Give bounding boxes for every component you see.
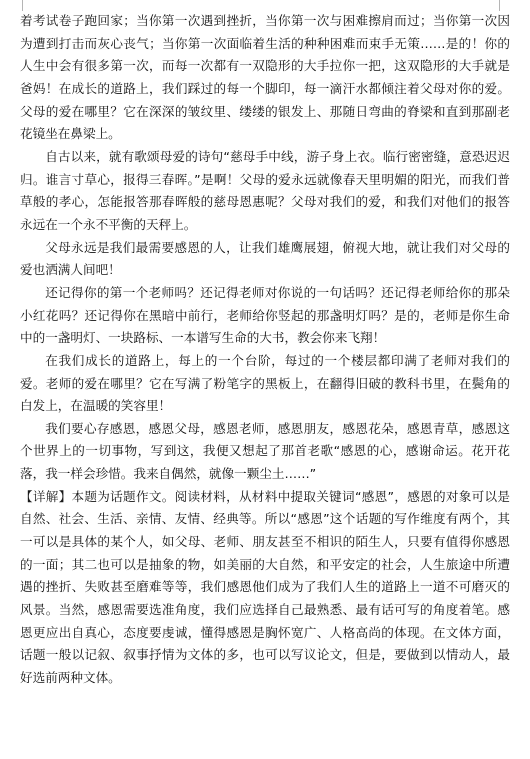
paragraph-continuation: 着考试卷子跑回家；当你第一次遇到挫折，当你第一次与困难擦肩而过；当你第一次因为遭到打击而灰心丧气；当你第一次面临着生活的种种困难而束手无策……是的！你的人生中会有很多第一次，而每一次都有一双隐形的大手拉你一把，这双隐形的大手就是爸妈！在成长的道路上，我们踩过的每一个脚印，每一滴汗水都倾注着父母对你的爱。父母的爱在哪里？它在深深的皱纹里、缕缕的银发上、那随日弯曲的脊梁和直到那副老花镜坐在鼻梁上。 xyxy=(20,13,510,142)
document-body xyxy=(20,10,510,690)
explanation-label: 【详解】 xyxy=(20,488,72,504)
paragraph-parents-gratitude: 父母永远是我们最需要感恩的人，让我们雄鹰展翅，俯视大地，就让我们对父母的爱也洒满人间吧！ xyxy=(20,239,510,278)
paragraph-mother-poem: 自古以来，就有歌颂母爱的诗句“慈母手中线，游子身上衣。临行密密缝，意恐迟迟归。谁言寸草心，报得三春晖。”是啊！父母的爱永远就像春天里明媚的阳光，而我们普草般的孝心，怎能报答那春晖般的慈母恩惠呢？父母对我们的爱，和我们对他们的报答永远在一个永不平衡的天秤上。 xyxy=(20,148,510,232)
explanation-text: 本题为话题作文。阅读材料，从材料中提取关键词“感恩”，感恩的对象可以是自然、社会、生活、亲情、友情、经典等。所以“感恩”这个话题的写作维度有两个，其一可以是具体的某个人，如父母、老师、朋友甚至不相识的陌生人，只要有值得你感恩的一面；其二也可以是抽象的物，如美丽的大自然，和平安定的社会，人生旅途中所遭遇的挫折、失败甚至磨难等等，我们感恩他们成为了我们人生的道路上一道不可磨灭的风景。当然，感恩需要选准角度，我们应选择自己最熟悉、最有话可写的角度着笔。感恩更应出自真心，态度要虔诚，懂得感恩是胸怀宽广、人格高尚的体现。在文体方面，话题一般以记叙、叙事抒情为文体的多，也可以写议论文，但是，要做到以情动人，最好选前两种文体。 xyxy=(20,488,510,686)
paragraph-first-teacher: 还记得你的第一个老师吗？还记得老师对你说的一句话吗？还记得老师给你的那朵小红花吗？还记得你在黑暗中前行，老师给你竖起的那盏明灯吗？是的，老师是你生命中的一盏明灯、一块路标、一本谱写生命的大书，教会你来飞翔！ xyxy=(20,284,510,346)
paragraph-teacher-love: 在我们成长的道路上，每上的一个台阶，每过的一个楼层都印满了老师对我们的爱。老师的爱在哪里？它在写满了粉笔字的黑板上，在翻得旧破的教科书里，在鬓角的白发上，在温暖的笑容里！ xyxy=(20,352,510,414)
paragraph-gratitude-all: 我们要心存感恩，感恩父母，感恩老师，感恩朋友，感恩花朵，感恩青草，感恩这个世界上的一切事物，写到这，我便又想起了那首老歌“感恩的心，感谢命运。花开花落，我一样会珍惜。我来自偶然，就像一颗尘土……” xyxy=(20,420,510,482)
paragraph-explanation xyxy=(20,486,510,690)
